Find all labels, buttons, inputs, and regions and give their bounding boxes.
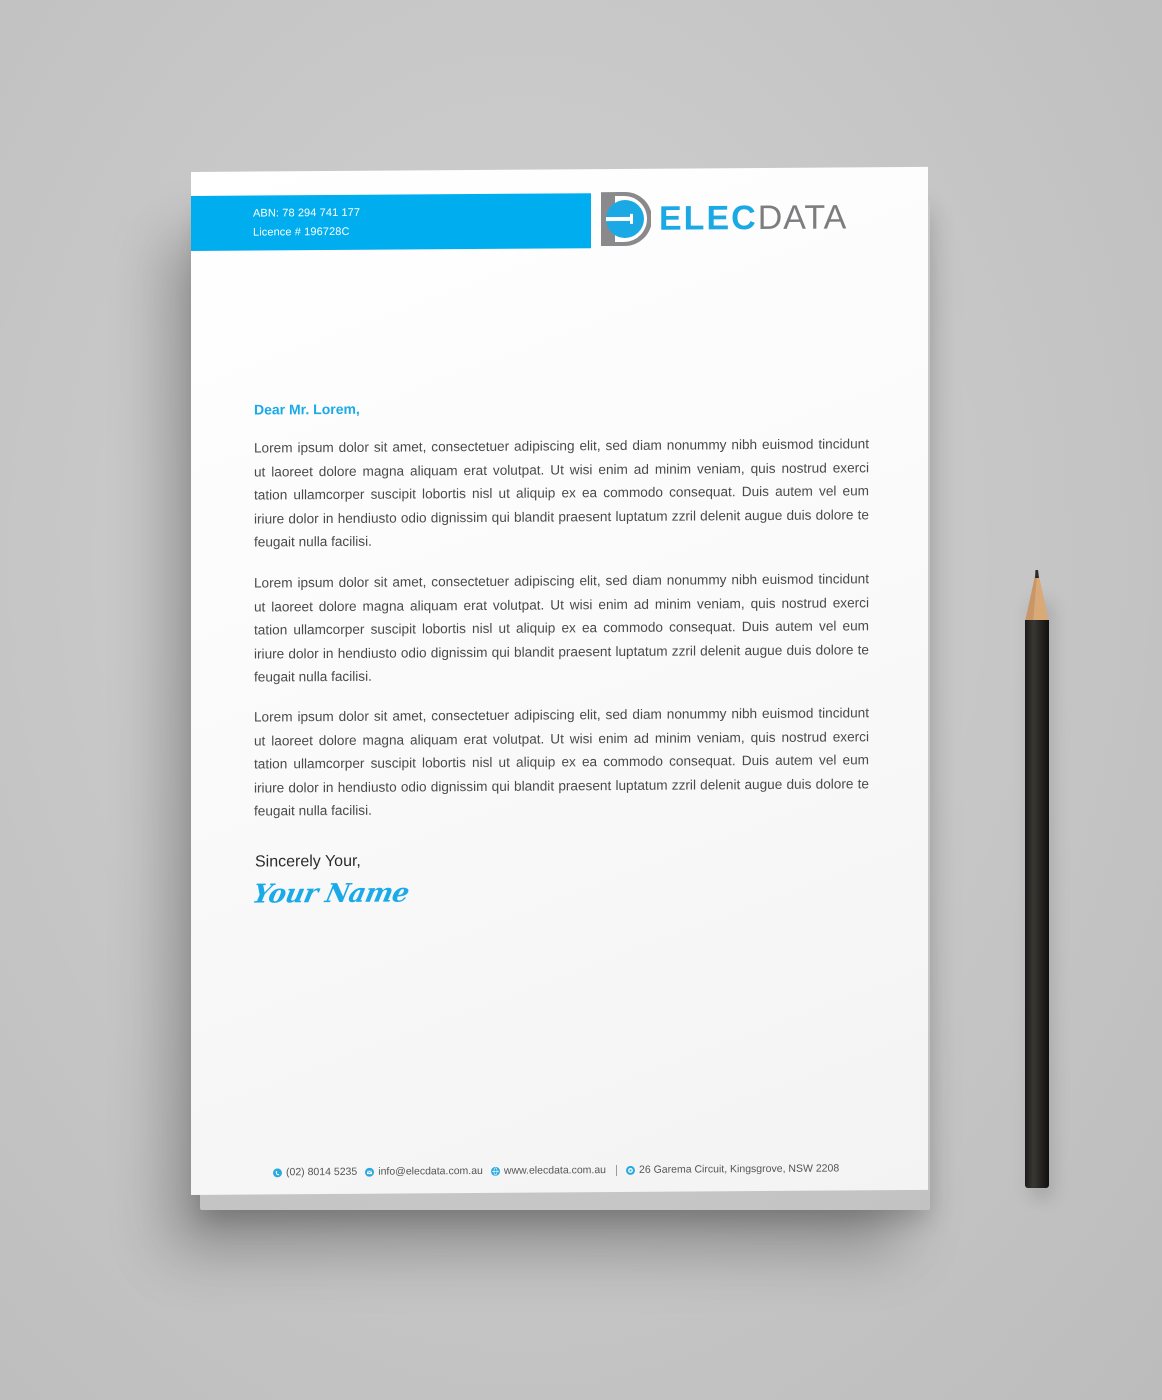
elecdata-logo-mark-icon — [601, 192, 651, 246]
mail-icon — [365, 1167, 374, 1176]
footer-divider — [616, 1165, 617, 1176]
phone-icon — [273, 1168, 282, 1177]
body-paragraph-3: Lorem ipsum dolor sit amet, consectetuer adipiscing elit, sed diam nonummy nibh euismod tincidunt ut laoreet dolore magna aliquam erat volutpat. Ut wisi enim ad minim veniam, quis nostrud exerci tation ullamcorper suscipit lobortis nisl ut aliquip ex ea commodo consequat. Duis autem vel eum iriure dolor in hendiusto odio dignissim qui blandit praesent luptatum zzril delenit augue duis dolore te feugait nulla facilisi. — [254, 705, 869, 819]
contact-footer — [273, 1162, 847, 1178]
footer-address-text: 26 Garema Circuit, Kingsgrove, NSW 2208 — [639, 1162, 840, 1176]
footer-phone-text: (02) 8014 5235 — [286, 1165, 358, 1179]
location-pin-icon — [626, 1165, 635, 1174]
abn-number: ABN: 78 294 741 177 — [253, 206, 361, 220]
globe-icon — [491, 1166, 500, 1175]
letterhead-page — [191, 167, 928, 1195]
logo-wordmark — [659, 198, 848, 238]
header-band — [191, 193, 591, 251]
pencil-tip-icon — [1025, 570, 1049, 622]
pencil — [1025, 570, 1049, 1190]
footer-phone — [273, 1166, 357, 1179]
salutation: Dear Mr. Lorem, — [254, 400, 360, 418]
company-logo — [601, 189, 847, 247]
body-paragraph-2: Lorem ipsum dolor sit amet, consectetuer adipiscing elit, sed diam nonummy nibh euismod tincidunt ut laoreet dolore magna aliquam erat volutpat. Ut wisi enim ad minim veniam, quis nostrud exerci tation ullamcorper suscipit lobortis nisl ut aliquip ex ea commodo consequat. Duis autem vel eum iriure dolor in hendiusto odio dignissim qui blandit praesent luptatum zzril delenit augue duis dolore te feugait nulla facilisi. — [254, 571, 869, 685]
logo-text-elec: ELEC — [659, 199, 758, 238]
licence-number: Licence # 196728C — [253, 225, 350, 239]
footer-email[interactable] — [365, 1165, 483, 1178]
footer-website[interactable] — [491, 1164, 606, 1177]
closing-line: Sincerely Your, — [255, 852, 361, 871]
signature: Your Name — [249, 878, 412, 910]
footer-email-text[interactable]: info@elecdata.com.au — [378, 1164, 483, 1178]
logo-text-data: DATA — [757, 198, 848, 238]
footer-address — [626, 1162, 839, 1175]
pencil-body — [1025, 620, 1049, 1188]
footer-website-text[interactable]: www.elecdata.com.au — [503, 1164, 607, 1177]
body-paragraph-1: Lorem ipsum dolor sit amet, consectetuer adipiscing elit, sed diam nonummy nibh euismod tincidunt ut laoreet dolore magna aliquam erat volutpat. Ut wisi enim ad minim veniam, quis nostrud exerci tation ullamcorper suscipit lobortis nisl ut aliquip ex ea commodo consequat. Duis autem vel eum iriure dolor in hendiusto odio dignissim qui blandit praesent luptatum zzril delenit augue duis dolore te feugait nulla facilisi. — [254, 436, 869, 550]
